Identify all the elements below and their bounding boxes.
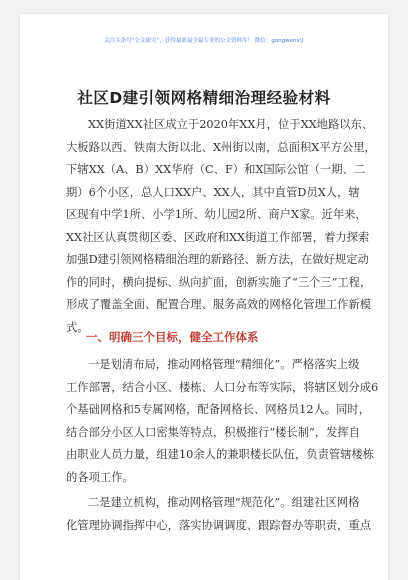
section-heading: 一、明确三个目标，健全工作体系	[86, 330, 259, 344]
text-line: 的各项工作。	[66, 470, 134, 484]
text-line: 二是建立机构，推动网格管理“规范化”。组建社区网格	[88, 496, 360, 509]
intro-paragraph	[66, 114, 384, 339]
body-paragraph-1	[66, 354, 384, 489]
text-line: 式。	[66, 320, 89, 334]
text-line: 一是划清布局，推动网格管理“精细化”。严格落实上级	[88, 358, 360, 371]
promo-banner: 关注头条号“公文研究”，获得最新最全最专业的公文资料库！ 微信：gongwenx\)	[104, 38, 304, 44]
text-line: 由职业人员力量，组建10余人的兼职楼长队伍，负责管辖楼栋	[66, 448, 375, 461]
text-line: 形成了覆盖全面、配置合理、服务高效的网格化管理工作新模	[66, 298, 372, 311]
text-line: XX社区认真贯彻区委、区政府和XX街道工作部署，着力探索	[66, 230, 370, 244]
text-line: 结合部分小区人口密集等特点，积极推行“楼长制”，发挥自	[66, 425, 360, 439]
text-line: 下辖XX（A、B）XX华府（C、F）和X国际公馆（一期、二	[66, 163, 366, 176]
text-line: 工作部署，结合小区、楼栋、人口分布等实际，将辖区划分成6	[66, 380, 379, 394]
text-line: 大板路以西、铁南大街以北、X州街以南，总面积X平方公里，	[66, 140, 376, 154]
text-line: 区现有中学1所、小学1所、幼儿园2所、商户X家。近年来，	[66, 208, 367, 221]
text-line: 化管理协调指挥中心，落实协调调度、跟踪督办等职责，重点	[66, 518, 372, 532]
text-line: 个基础网格和5专属网格，配备网格长、网格员12人。同时，	[66, 403, 370, 416]
document-title: 社区D建引领网格精细治理经验材料	[77, 89, 331, 107]
body-paragraph-2	[66, 492, 384, 537]
document-page	[20, 14, 388, 580]
text-line: 期）6个小区，总人口XX户、XX人，其中直管D员X人，辖	[66, 185, 360, 199]
text-line: 加强D建引领网格精细治理的新路径、新方法，在做好规定动	[66, 253, 369, 266]
text-line: 作的同时，横向提标、纵向扩面，创新实施了“三个三”工程，	[66, 275, 372, 289]
text-line: XX街道XX社区成立于2020年XX月，位于XX地路以东、	[88, 118, 374, 131]
